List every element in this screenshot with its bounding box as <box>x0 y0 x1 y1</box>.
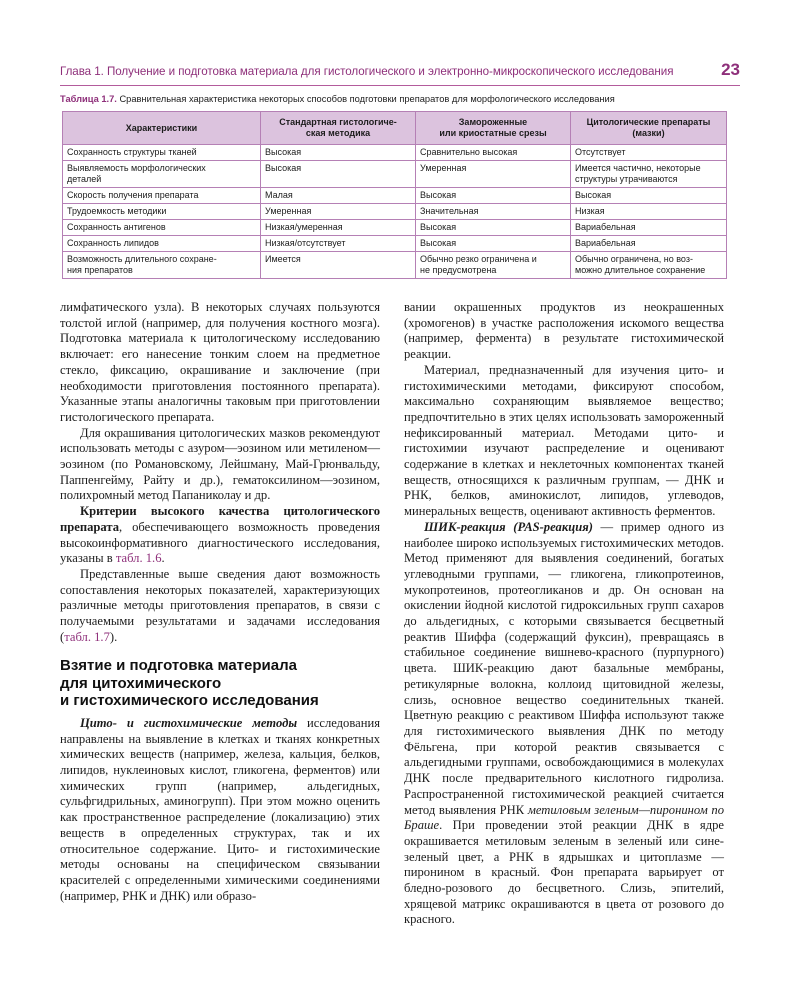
left-column <box>60 300 380 904</box>
comparison-text: Представленные выше сведения дают возможность сопоставления некоторых показателей, характеризующих различные методы приготовления препаратов, в связи с получаемыми результатами и задачами исследования ( <box>60 566 380 644</box>
table-cell <box>416 220 571 236</box>
criteria-end: . <box>161 551 165 566</box>
cell-text: ская методика <box>305 128 371 138</box>
page-number: 23 <box>721 60 740 79</box>
cell-text: Сравнительно высокая <box>420 147 518 157</box>
cell-text: Обычно ограничена, но воз- <box>575 254 693 264</box>
cell-text: или криостатные срезы <box>439 128 547 138</box>
heading-line-2: для цитохимического <box>60 674 222 692</box>
left-paragraph-2: Для окрашивания цитологических мазков рекомендуют использовать методы с азуром—эозином или метиленом—эозином (по Романовскому, Лейшману, Май-Грюнвальду, Паппенгейму, Райту и др.), гематоксилином—эозином, полихромный метод Папаниколау и др. <box>60 425 380 503</box>
table-cell <box>261 188 416 204</box>
cell-text: ния препаратов <box>67 265 133 275</box>
cell-text: Сохранность антигенов <box>67 222 166 232</box>
table-header-cell <box>416 112 571 145</box>
table-1-6-link[interactable]: табл. 1.6 <box>115 551 162 566</box>
cell-text: Замороженные <box>458 117 528 127</box>
table-caption <box>60 94 740 104</box>
cell-text: Трудоемкость методики <box>67 206 167 216</box>
table-cell <box>63 161 261 188</box>
heading-line-1: Взятие и подготовка материала <box>60 657 297 675</box>
cell-text: Имеется частично, некоторые <box>575 163 701 173</box>
cell-text: Стандартная гистологиче- <box>279 117 397 127</box>
running-header <box>60 60 740 86</box>
cell-text: Имеется <box>265 254 301 264</box>
criteria-text: , обеспечивающего возможность проведения высокоинформативного диагностического исследования, указаны в <box>60 519 380 566</box>
right-paragraph-3 <box>404 520 724 928</box>
cell-text: Высокая <box>420 238 457 248</box>
cell-text: Сохранность липидов <box>67 238 159 248</box>
pas-text: — пример одного из наиболее широко используемых гистохимических методов. Метод применяют для выявления соединений, богатых углеводными группами, — гликогена, гликопротеинов, мукопротеинов, протеогликанов и др. Он основан на окислении йодной кислотой гидроксильных групп сахаров до альдегидных, с которыми связывается бесцветный реактив Шиффа (содержащий фуксин), превращаясь в стабильное соединение вишнево-красного (пурпурного) цвета. ШИК-реакцию дают базальные мембраны, ретикулярные волокна, коллоид щитовидной железы, слизь, основное вещество соединительных тканей. Цветную реакцию с реактивом Шиффа используют также для гистохимического выявления ДНК по методу Фёльгена, при которой реактив связывается с альдегидными группами, освобождающимися в молекулах ДНК после предварительного кислотного гидролиза. Распространенной гистохимической реакцией считается метод выявления РНК <box>404 519 724 817</box>
table-cell <box>416 145 571 161</box>
table-cell <box>571 220 727 236</box>
cell-text: структуры утрачиваются <box>575 174 678 184</box>
table-header-cell <box>261 112 416 145</box>
table-cell <box>63 145 261 161</box>
table-row <box>63 145 727 161</box>
brachet-method: метиловым зеленым—пиронином по Браше <box>404 802 724 833</box>
criteria-term: Критерии высокого качества цитологического препарата <box>60 504 380 534</box>
table-cell <box>416 252 571 279</box>
cell-text: Вариабельная <box>575 238 636 248</box>
table-header-cell <box>571 112 727 145</box>
table-cell <box>261 252 416 279</box>
cell-text: Выявляемость морфологических <box>67 163 206 173</box>
cell-text: Характеристики <box>125 122 198 133</box>
cell-text: (мазки) <box>632 128 665 138</box>
table-cell <box>571 161 727 188</box>
cell-text: Высокая <box>575 190 612 200</box>
cell-text: Скорость получения препарата <box>67 190 199 200</box>
table-cell <box>416 236 571 252</box>
table-cell <box>261 204 416 220</box>
cell-text: Низкая <box>575 206 605 216</box>
methods-text: исследования направлены на выявление в клетках и тканях конкретных химических веществ (например, железа, кальция, белков, липидов, нуклеиновых кислот, гликогена, ферментов) или химических групп (например, альдегидных, сульфгидрильных, аминогрупп). При этом можно оценить как пространственное распределение (локализацию) этих веществ в определенных структурах, так и их относительное содержание. Цито- и гистохимические методы основаны на специфическом связывании красителей с определенными химическими соединениями (например, РНК и ДНК) или образо- <box>60 715 380 903</box>
right-paragraph-2: Материал, предназначенный для изучения цито- и гистохимическими методами, фиксируют способом, максимально сохраняющим выявляемое вещество; предпочтительно в этих целях использовать замороженный нефиксированный материал. Методами цито- и гистохимии изучают распределение и оценивают содержание в клетках и неклеточных компонентах тканей веществ, относящихся к различным группам, — ДНК и РНК, белков, аминокислот, липидов, углеводов, минеральных веществ, оценивают активность ферментов. <box>404 362 724 519</box>
table-header-cell <box>63 112 261 145</box>
cell-text: Умеренная <box>265 206 312 216</box>
table-cell <box>63 188 261 204</box>
methods-term: Цито- и гистохимические методы <box>80 715 298 730</box>
section-heading <box>60 657 380 710</box>
table-1-7-link[interactable]: табл. 1.7 <box>64 629 110 644</box>
table-cell <box>571 236 727 252</box>
left-paragraph-5 <box>60 716 380 904</box>
pas-term: ШИК-реакция (PAS-реакция) <box>424 519 593 534</box>
table-row <box>63 220 727 236</box>
cell-text: Низкая/умеренная <box>265 222 343 232</box>
table-cell <box>571 145 727 161</box>
cell-text: Высокая <box>420 190 457 200</box>
cell-text: Высокая <box>265 147 302 157</box>
cell-text: Высокая <box>420 222 457 232</box>
table-cell <box>571 252 727 279</box>
cell-text: Значительная <box>420 206 479 216</box>
cell-text: можно длительное сохранение <box>575 265 706 275</box>
right-column <box>404 300 724 928</box>
table-cell <box>63 220 261 236</box>
table-cell <box>571 204 727 220</box>
table-label: Таблица 1.7. <box>60 94 117 104</box>
table-cell <box>63 236 261 252</box>
heading-line-3: и гистохимического исследования <box>60 692 319 710</box>
cell-text: Малая <box>265 190 293 200</box>
left-paragraph-1: лимфатического узла). В некоторых случаях пользуются толстой иглой (например, для получения костного мозга). Подготовка материала к цитологическому исследованию включает: его нанесение тонким слоем на предметное стекло, фиксацию, окрашивание и заключение (при необходимости приготовления постоянного препарата). Указанные этапы аналогичны таковым при приготовлении гистологического препарата. <box>60 300 380 424</box>
cell-text: Цитологические препараты <box>586 117 711 127</box>
right-paragraph-1: вании окрашенных продуктов из неокрашенных (хромогенов) в участке расположения искомого вещества (например, фермента) в результате гистохимической реакции. <box>404 300 724 362</box>
table-cell <box>261 236 416 252</box>
table-cell <box>63 204 261 220</box>
running-title: Глава 1. Получение и подготовка материала для гистологического и электронно-микроскопического исследования <box>60 65 674 78</box>
table-row <box>63 204 727 220</box>
pas-end: . При проведении этой реакции ДНК в ядре окрашивается метиловым зеленым в зеленый или сине-зеленый цвет, а РНК в ядрышках и цитоплазме — пиронином в красный. Фон препарата варьирует от бледно-розового до бесцветного. Слизь, эпителий, хрящевой матрикс окрашиваются в цвета от розового до красного. <box>404 818 724 927</box>
cell-text: Вариабельная <box>575 222 636 232</box>
table-cell <box>416 188 571 204</box>
table-cell <box>261 161 416 188</box>
table-cell <box>416 204 571 220</box>
comparison-table <box>62 111 727 279</box>
cell-text: не предусмотрена <box>420 265 497 275</box>
comparison-end: ). <box>109 629 118 644</box>
cell-text: Отсутствует <box>575 147 626 157</box>
table-header-row <box>63 112 727 145</box>
left-paragraph-4 <box>60 567 380 646</box>
table-cell <box>63 252 261 279</box>
cell-text: деталей <box>67 174 102 184</box>
table-row <box>63 252 727 279</box>
cell-text: Высокая <box>265 163 302 173</box>
table-cell <box>261 220 416 236</box>
cell-text: Умеренная <box>420 163 467 173</box>
cell-text: Обычно резко ограничена и <box>420 254 537 264</box>
table-cell <box>571 188 727 204</box>
left-paragraph-3 <box>60 504 380 567</box>
table-caption-text: Сравнительная характеристика некоторых способов подготовки препаратов для морфологического исследования <box>119 94 615 104</box>
table-row <box>63 161 727 188</box>
cell-text: Низкая/отсутствует <box>265 238 346 248</box>
table-row <box>63 188 727 204</box>
cell-text: Сохранность структуры тканей <box>67 147 197 157</box>
table-cell <box>261 145 416 161</box>
table-row <box>63 236 727 252</box>
table-cell <box>416 161 571 188</box>
cell-text: Возможность длительного сохране- <box>67 254 217 264</box>
